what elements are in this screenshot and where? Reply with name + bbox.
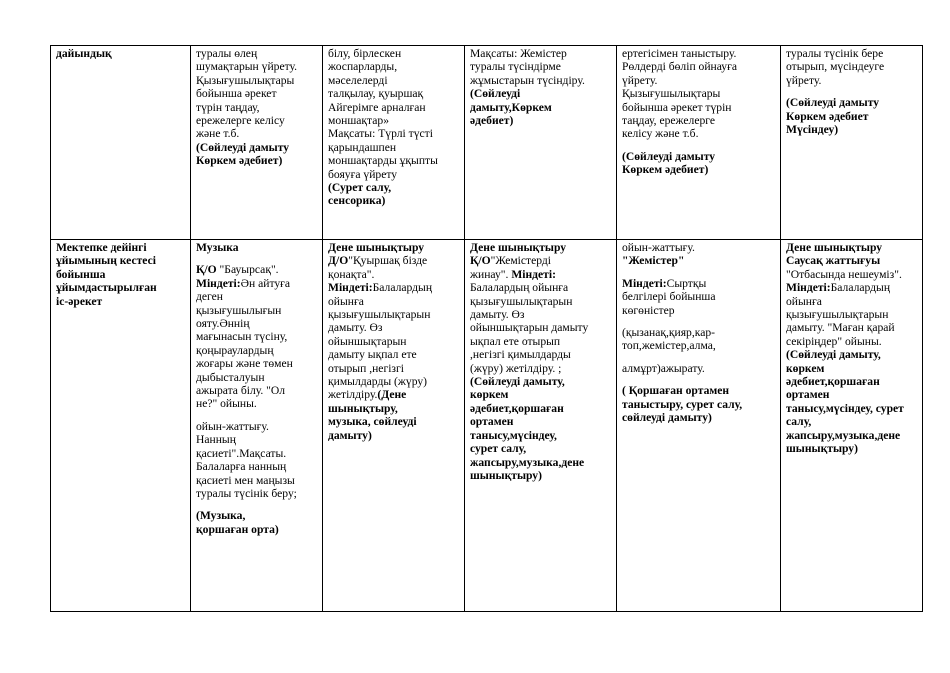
game-name: "Жемістерді жинау". [470,254,552,281]
cell-areas: (Сөйлеуді дамыту Көркем әдебиет) [196,140,290,168]
day-cell-5 [781,240,923,612]
schedule-table [50,45,923,612]
row-header-label: дайындық [56,47,112,60]
cell-areas: (Сурет салу, сенсорика) [328,181,392,208]
day-cell-4 [617,240,781,612]
item-list: (қызанақ,қияр,кар- топ,жемістер,алма, [622,326,716,353]
game-type: Д/О [328,254,349,268]
cell-areas: (Музыка, қоршаған орта) [196,509,279,536]
game-name: "Бауырсақ". [216,263,279,277]
cell-text: білу, бірлескен жоспарларды, мәселелерді талқылау, қуыршақ Айгерімге арналған моншақтар» Мақсаты: Түрлі түсті қарындашпен моншақтарды ұқыпты бояуға үйрету [328,47,438,181]
activity-title: Дене шынықтыру [786,241,883,254]
game-line [470,254,611,281]
table-row [51,240,923,612]
task-label: Міндеті: [622,276,667,290]
day-cell-3 [465,240,617,612]
day-cell-3 [465,46,617,240]
game-line [328,254,459,281]
game-type: Қ/О [470,254,491,268]
cell-areas: ( Қоршаған ортамен таныстыру, сурет салу, сөйлеуді дамыту) [622,384,743,425]
game-line [196,263,317,276]
activity-title: Дене шынықтыру [470,241,567,254]
cell-text: ертегісімен таныстыру. Рөлдерді бөліп ойнауға үйрету. Қызығушылықтары бойынша әрекет түрін таңдау, ережелерге келісу және т.б. [622,47,738,141]
task-label: Міндеті: [196,276,241,290]
item-list-end: алмұрт)ажырату. [622,361,705,375]
day-cell-2 [323,46,465,240]
game-type: Қ/О [196,263,217,277]
task-line [786,281,917,348]
activity-title: Дене шынықтыру [328,241,425,254]
game-name: "Жемістер" [622,254,685,268]
cell-areas: (Сөйлеуді дамыту Көркем әдебиет) [622,149,716,177]
task-label: Міндеті: [511,267,556,281]
cell-text: Мақсаты: Жемістер туралы түсіндірме жұмыстарын түсіндіру. [470,47,585,87]
day-cell-4 [617,46,781,240]
task-line [622,277,775,317]
task-text: Балалардың ойынға қызығушылықтарын дамыту. Өз ойыншықтарын дамыту ықпал ете отырып ,негізгі қимылдарды (жүру) жетілдіру. [328,281,433,402]
activity-title: Музыка [196,241,239,254]
table-row [51,46,923,240]
cell-areas: (Сөйлеуді дамыту, көркем әдебиет,қоршаған ортамен танысу,мүсіндеу, сурет салу, жапсыру,музыка,дене шынықтыру) [786,348,904,456]
game-type: Саусақ жаттығуы [786,254,881,268]
cell-text: туралы түсінік бере отырып, мүсіндеуге үйрету. [786,47,885,87]
day-cell-1 [191,46,323,240]
day-cell-2 [323,240,465,612]
cell-areas: (Сөйлеуді дамыту,Көркем әдебиет) [470,87,552,128]
game-name: "Қуыршақ бізде қонақта". [328,254,428,281]
row-header-cell [51,46,191,240]
task-line [328,281,459,442]
cell-areas: (Дене шынықтыру, музыка, сөйлеуді дамыту) [328,388,417,442]
day-cell-1 [191,240,323,612]
task-label: Міндеті: [328,281,373,295]
row-header-label: Мектепке дейінгі ұйымының кестесі бойынша ұйымдастырылған іс-әрекет [56,241,157,308]
day-cell-5 [781,46,923,240]
task-text: Сыртқы белгілері бойынша көгөністер [622,276,716,317]
task-line [196,277,317,411]
task-text: Ән айтуға деген қызығушылығын ояту.Әннің мағынасын түсіну, қоңыраулардың жоғары және төмен дыбысталуын ажырата білу. "Ол не?" ойыны. [196,276,293,411]
game-name: "Отбасында нешеуміз". [786,267,902,281]
cell-areas: (Сөйлеуді дамыту Көркем әдебиет Мүсіндеу) [786,96,880,137]
cell-areas: (Сөйлеуді дамыту, көркем әдебиет,қоршаған ортамен танысу,мүсіндеу, сурет салу, жапсыру,музыка,дене шынықтыру) [470,375,585,482]
task-text: Балалардың ойынға қызығушылықтарын дамыту. "Маған қарай секіріңдер" ойыны. [786,281,895,348]
exercise-intro: ойын-жаттығу. [622,241,695,254]
task-label: Міндеті: [786,281,831,295]
task-text: Балалардың ойынға қызығушылықтарын дамыту. Өз ойыншықтарын дамыту ықпал ете отырып ,негізгі қимылдарды (жүру) жетілдіру. ; [470,281,589,375]
exercise-text: ойын-жаттығу. Нанның қасиеті".Мақсаты. Балаларға нанның қасиеті мен маңызы туралы түсінік беру; [196,419,297,500]
row-header-cell [51,240,191,612]
cell-text: туралы өлең шумақтарын үйрету. Қызығушылықтары бойынша әрекет түрін таңдау, ережелерге келісу және т.б. [196,47,298,141]
